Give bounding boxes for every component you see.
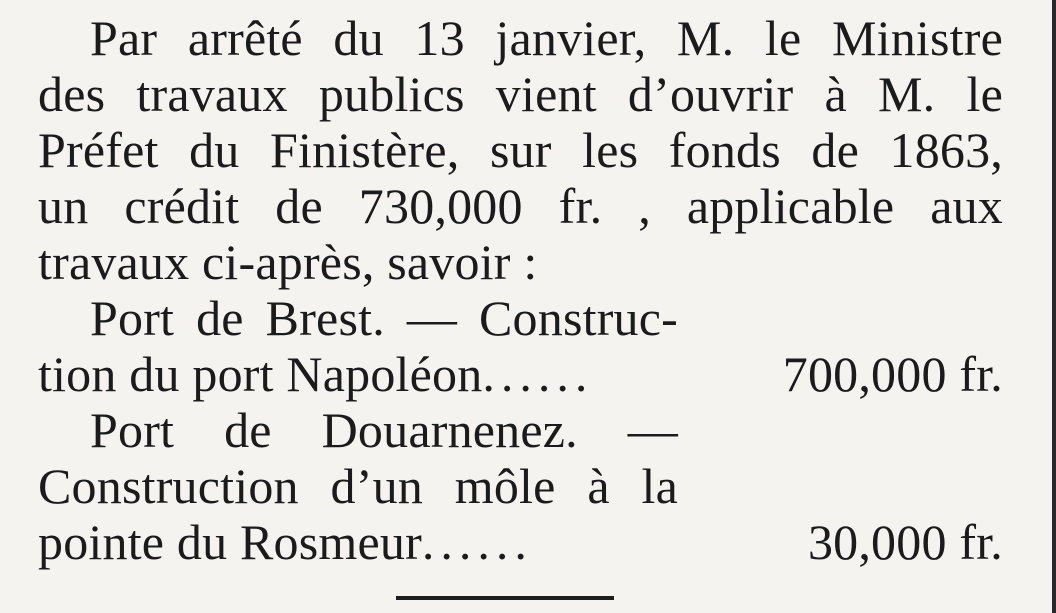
paragraph-line: Par arrêté du 13 janvier, M. le Ministre — [90, 10, 1003, 66]
item-douarnenez — [38, 402, 1003, 458]
section-divider — [396, 596, 614, 600]
item-douarnenez-line: Construction d’un môle à la — [38, 458, 678, 514]
leader-dots: ...... — [482, 346, 594, 402]
paragraph-line: un crédit de 730,000 fr. , applicable aux — [38, 178, 1003, 234]
item-brest — [38, 290, 1003, 346]
item-douarnenez-description — [38, 514, 678, 570]
article-column — [38, 10, 1003, 570]
item-douarnenez-total-row — [38, 514, 1003, 570]
paragraph-line: travaux ci-après, savoir : — [38, 234, 538, 290]
item-brest-line: Port de Brest. — Construc- — [90, 290, 678, 346]
item-brest-total-row — [38, 346, 1003, 402]
item-brest-description — [38, 346, 678, 402]
paragraph-line: Préfet du Finistère, sur les fonds de 1863, — [38, 122, 1003, 178]
item-douarnenez-line: Port de Douarnenez. — — [90, 402, 678, 458]
item-brest-last-line: tion du port Napoléon — [38, 346, 483, 402]
item-douarnenez-last-line: pointe du Rosmeur — [38, 514, 422, 570]
leader-dots: ...... — [421, 514, 533, 570]
item-douarnenez-row — [38, 458, 1003, 514]
item-douarnenez-amount: 30,000 fr. — [807, 514, 1003, 570]
paragraph-line: des travaux publics vient d’ouvrir à M. le — [38, 66, 1003, 122]
item-brest-amount: 700,000 fr. — [782, 346, 1003, 402]
